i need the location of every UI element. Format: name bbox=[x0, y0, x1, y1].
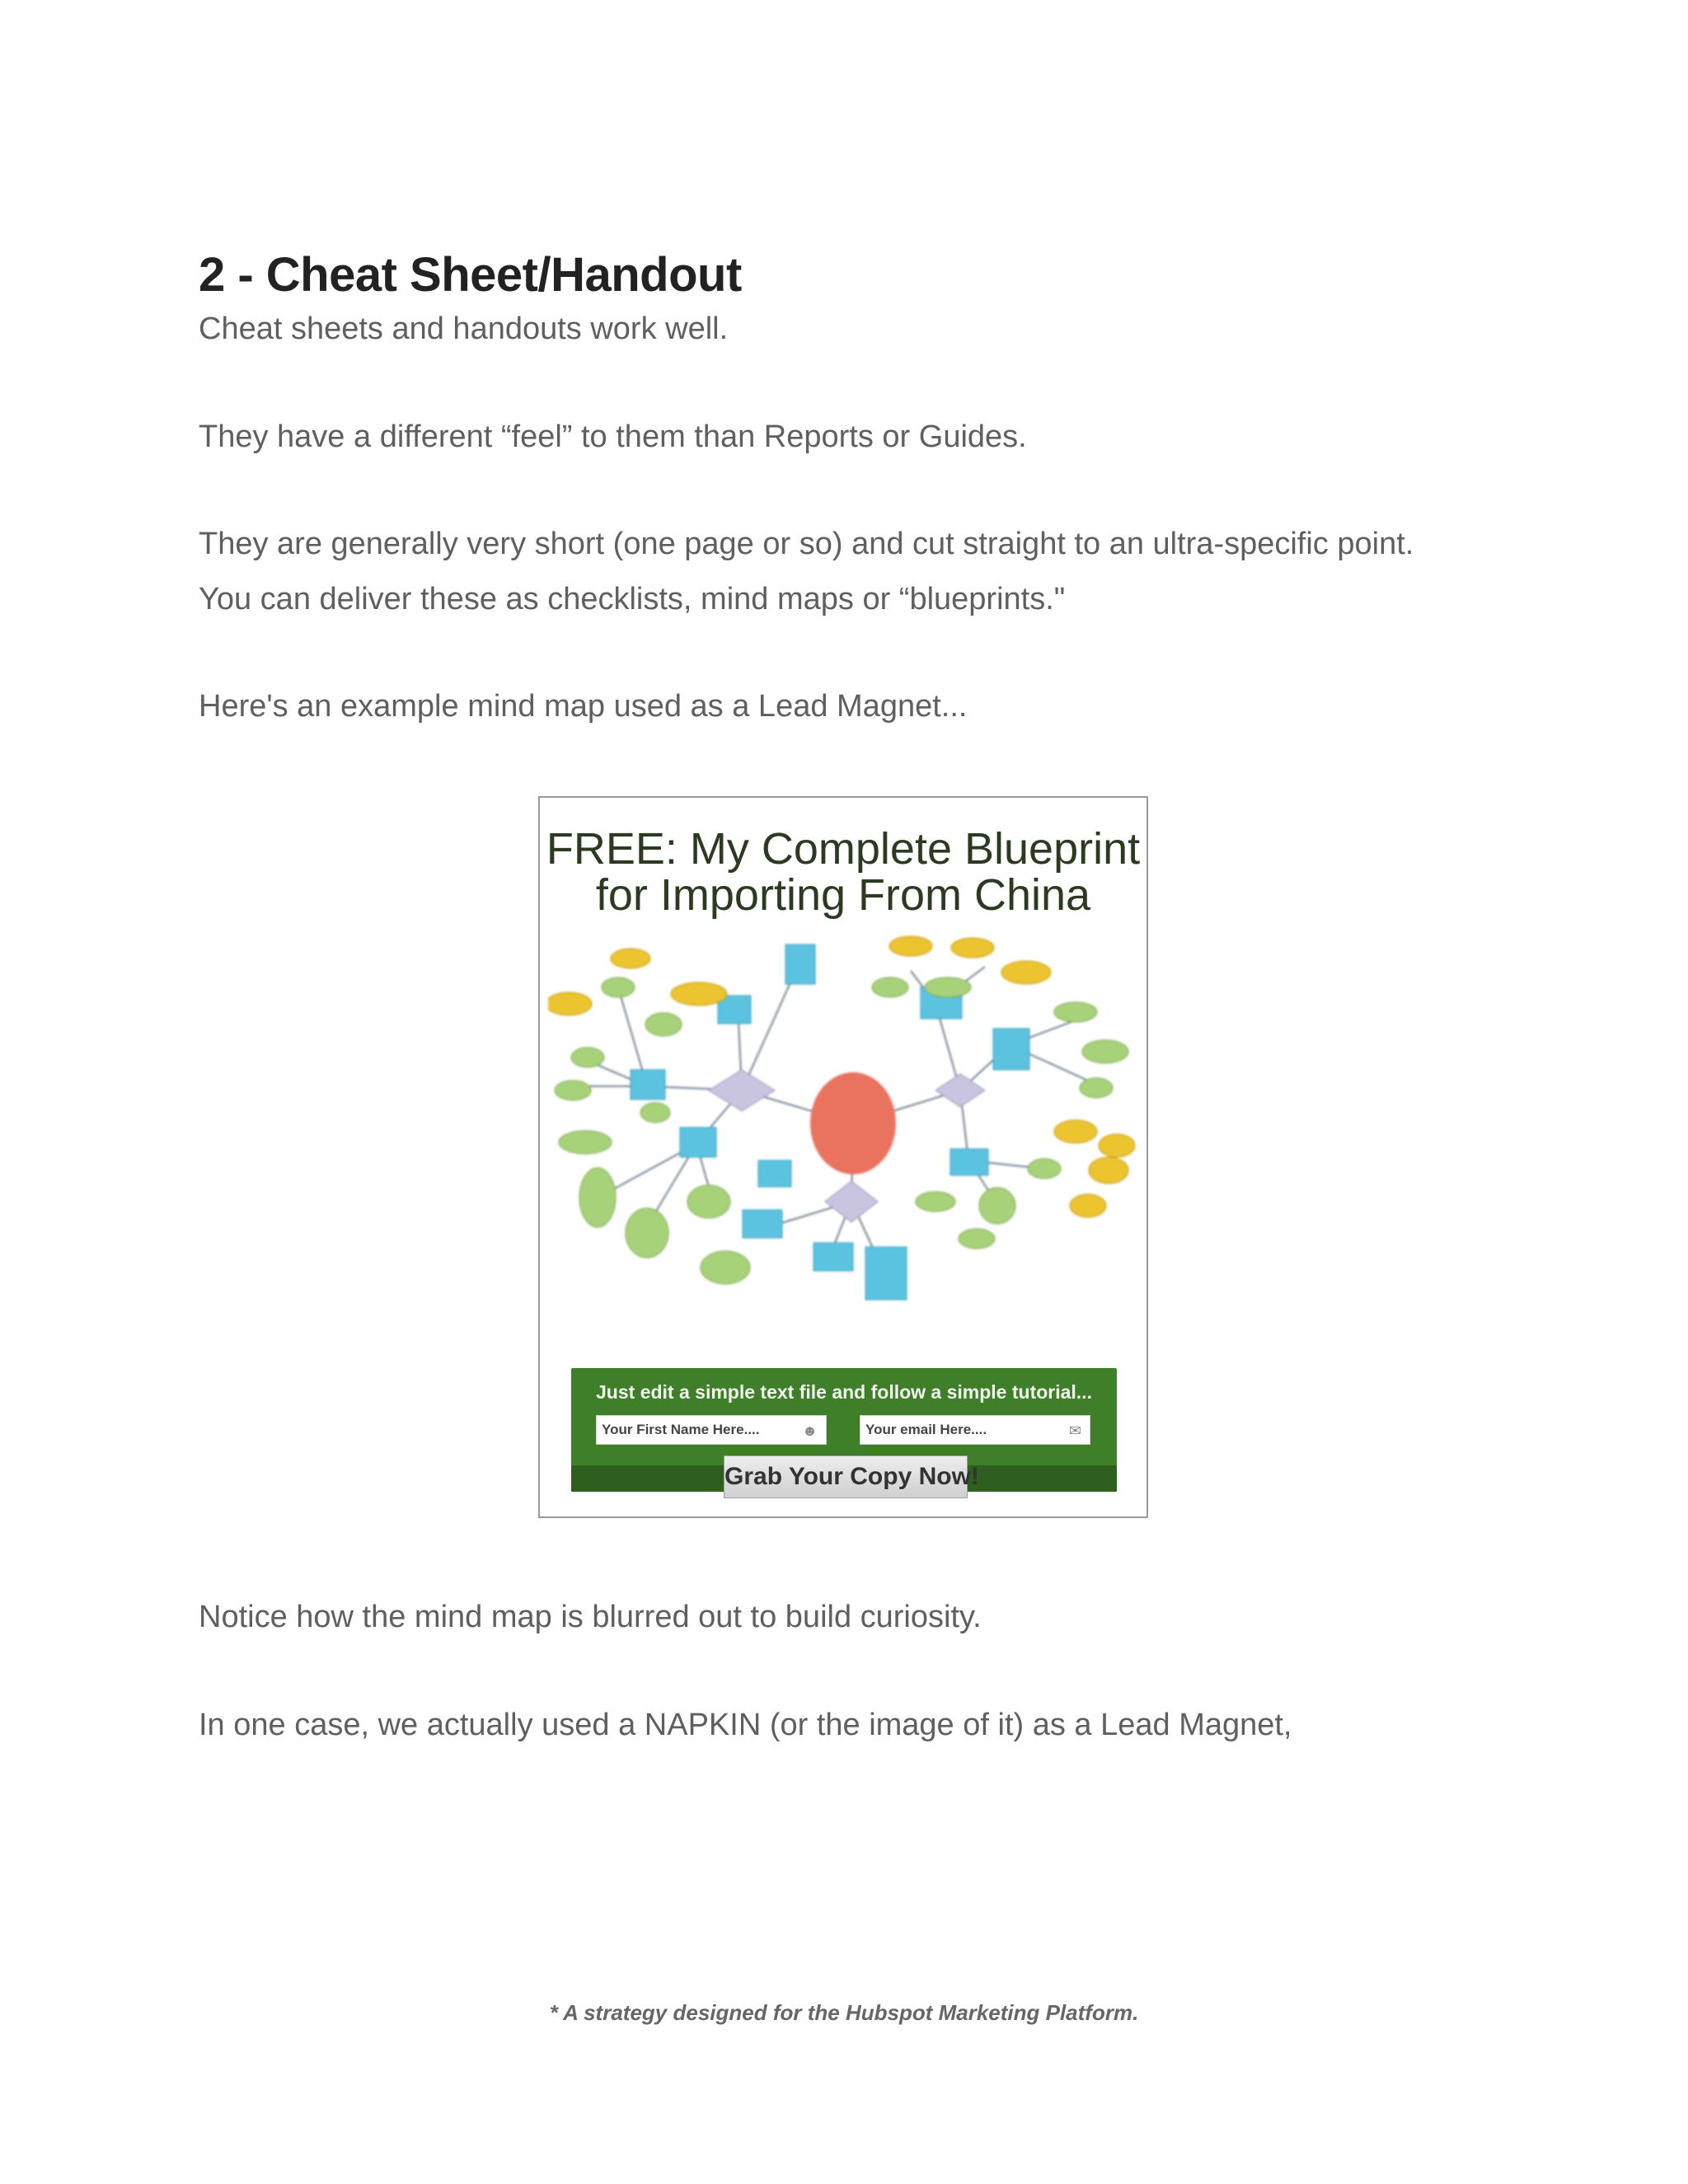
paragraph-feel: They have a different “feel” to them than Reports or Guides. bbox=[199, 419, 1027, 454]
paragraph-napkin: In one case, we actually used a NAPKIN (or the image of it) as a Lead Magnet, bbox=[199, 1708, 1292, 1742]
signup-panel bbox=[571, 1368, 1117, 1492]
paragraph-short-line-1: They are generally very short (one page or so) and cut straight to an ultra-specific point. bbox=[199, 527, 1414, 561]
ad-title bbox=[540, 826, 1146, 918]
cta-text: Just edit a simple text file and follow a simple tutorial... bbox=[596, 1381, 1092, 1403]
section-heading: 2 - Cheat Sheet/Handout bbox=[199, 248, 742, 302]
blurred-mind-map bbox=[548, 930, 1138, 1325]
ad-title-line-1: FREE: My Complete Blueprint bbox=[546, 824, 1141, 874]
first-name-input[interactable] bbox=[596, 1415, 827, 1445]
user-icon: ☻ bbox=[802, 1422, 818, 1439]
paragraph-example: Here's an example mind map used as a Lead Magnet... bbox=[199, 689, 968, 724]
paragraph-intro: Cheat sheets and handouts work well. bbox=[199, 312, 729, 346]
first-name-placeholder: Your First Name Here.... bbox=[602, 1422, 760, 1437]
email-placeholder: Your email Here.... bbox=[865, 1422, 987, 1437]
lead-magnet-image bbox=[538, 796, 1148, 1518]
email-input[interactable] bbox=[860, 1415, 1090, 1445]
grab-copy-button[interactable]: Grab Your Copy Now! bbox=[724, 1455, 968, 1498]
envelope-icon: ✉ bbox=[1068, 1422, 1081, 1439]
paragraph-blurred-note: Notice how the mind map is blurred out to build curiosity. bbox=[199, 1600, 982, 1634]
footer-note: * A strategy designed for the Hubspot Marketing Platform. bbox=[549, 2000, 1139, 2025]
paragraph-short-line-2: You can deliver these as checklists, mind maps or “blueprints." bbox=[199, 582, 1066, 616]
ad-title-line-2: for Importing From China bbox=[595, 870, 1091, 920]
